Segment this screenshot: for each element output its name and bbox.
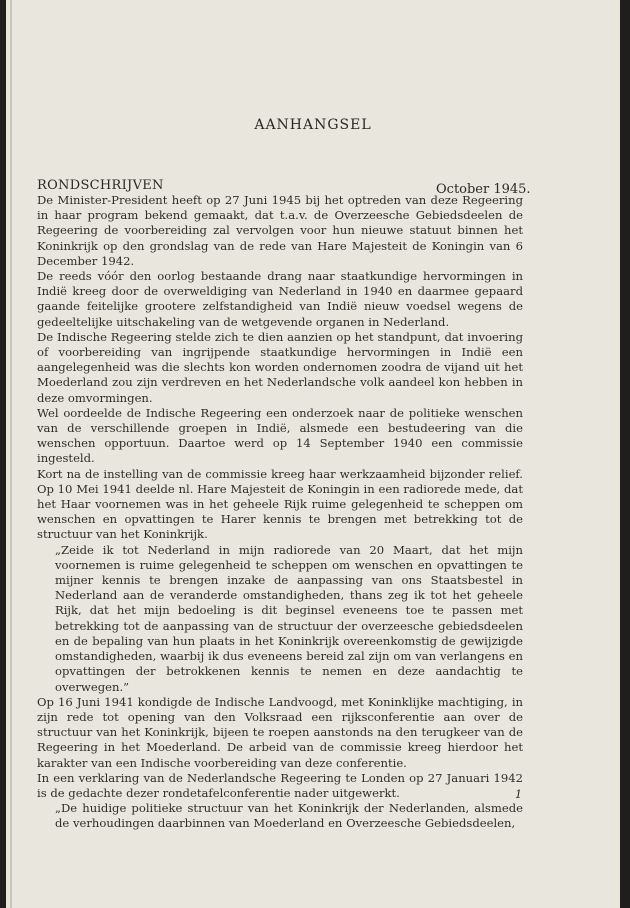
- document-date: October 1945.: [436, 182, 531, 197]
- page-heading: AANHANGSEL: [254, 117, 372, 133]
- paragraph: Kort na de instelling van de commissie kreeg haar werkzaamheid bijzonder relief. Op 10 Mei 1941 deelde nl. Hare Majesteit de Koningin in een radiorede mede, dat het Haar voornemen was in het geheele Rijk ruime gelegenheid te scheppen om wenschen en opvattingen te Harer kennis te brengen met betrekking tot de structuur van het Koninkrijk.: [37, 466, 523, 542]
- page-edge: [10, 0, 12, 908]
- document-page: [6, 0, 620, 908]
- quoted-paragraph: „Zeide ik tot Nederland in mijn radiorede van 20 Maart, dat het mijn voornemen is ruime gelegenheid te scheppen om wenschen en opvattingen te mijner kennis te brengen inzake de aanpassing van ons Staatsbestel in Nederland aan de veranderde omstandigheden, thans zeg ik tot het geheele Rijk, dat het mijn bedoeling is dit beginsel eveneens toe te passen met betrekking tot de aanpassing van de structuur der overzeesche gebiedsdeelen en de bepaling van hun plaats in het Koninkrijk overeenkomstig de gewijzigde omstandigheden, waarbij ik dus eveneens bereid zal zijn om van verlangens en opvattingen der betrokkenen kennis te nemen en deze aandachtig te overwegen.”: [55, 542, 523, 694]
- paragraph: Op 16 Juni 1941 kondigde de Indische Landvoogd, met Koninklijke machtiging, in zijn rede tot opening van den Volksraad een rijksconferentie aan over de structuur van het Koninkrijk, bijeen te roepen aanstonds na den terugkeer van de Regeering in het Moederland. De arbeid van de commissie kreeg hierdoor het karakter van een Indische voorbereiding van deze conferentie.: [37, 694, 523, 770]
- paragraph: De reeds vóór den oorlog bestaande drang naar staatkundige hervormingen in Indië kreeg door de overweldiging van Nederland in 1940 en daarmee gepaard gaande feitelijke grootere zelfstandigheid van Indië nieuw voedsel wegens de gedeeltelijke uitschakeling van de wetgevende organen in Nederland.: [37, 269, 523, 329]
- body-text: [37, 193, 523, 832]
- paragraph: De Indische Regeering stelde zich te dien aanzien op het standpunt, dat invoering of voorbereiding van ingrijpende staatkundige hervormingen in Indië een aangelegenheid was die slechts kon worden ondernomen zoodra de vijand uit het Moederland zou zijn verdreven en het Nederlandsche volk aandeel kon hebben in deze omvormingen.: [37, 329, 523, 405]
- paragraph: De Minister-President heeft op 27 Juni 1945 bij het optreden van deze Regeering in haar program bekend gemaakt, dat t.a.v. de Overzeesche Gebiedsdeelen de Regeering de voorbereiding zal vervolgen voor hun nieuwe statuut binnen het Koninkrijk op den grondslag van de rede van Hare Majesteit de Koningin van 6 December 1942.: [37, 193, 523, 268]
- quoted-paragraph: „De huidige politieke structuur van het Koninkrijk der Nederlanden, alsmede de verhoudingen daarbinnen van Moederland en Overzeesche Gebiedsdeelen,: [55, 801, 523, 831]
- section-label: RONDSCHRIJVEN: [37, 178, 164, 193]
- paragraph: Wel oordeelde de Indische Regeering een onderzoek naar de politieke wenschen van de verschillende groepen in Indië, alsmede een bestudeering van die wenschen opportuun. Daartoe werd op 14 September 1940 een commissie ingesteld.: [37, 405, 523, 466]
- paragraph: In een verklaring van de Nederlandsche Regeering te Londen op 27 Januari 1942 is de gedachte dezer rondetafelconferentie nader uitgewerkt.: [37, 770, 523, 800]
- page-number: 1: [515, 788, 522, 801]
